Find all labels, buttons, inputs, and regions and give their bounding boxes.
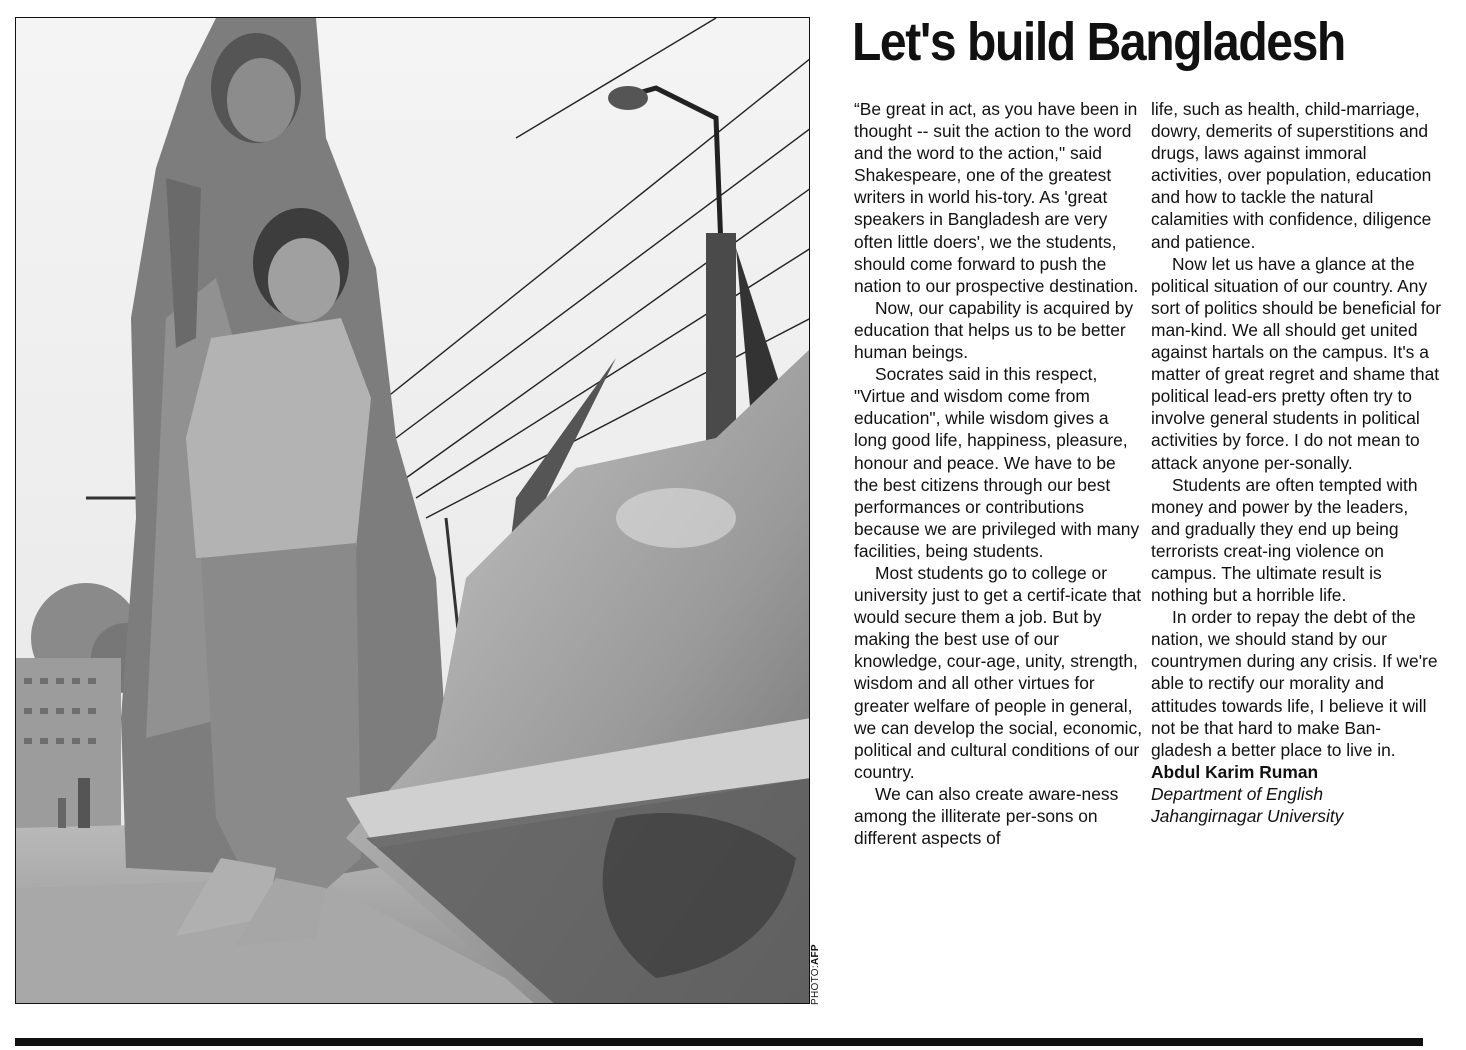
paragraph: Most students go to college or university just to get a certif-icate that would secure them a job. But by making the best use of our knowledge, cour-age, unity, strength, wisdom and all other virtues for greater welfare of people in general, we can develop the social, economic, political and cultural conditions of our country.: [854, 562, 1143, 782]
paragraph: Now let us have a glance at the political situation of our country. Any sort of politics should be beneficial for man-kind. We all should get united against hartals on the campus. It's a matter of great regret and shame that political lead-ers pretty often try to involve general students in political activities by force. I do not mean to attack anyone per-sonally.: [1151, 253, 1442, 473]
paragraph: Now, our capability is acquired by education that helps us to be better human beings.: [854, 297, 1134, 363]
author-department: Department of English: [1151, 783, 1324, 804]
headline: Let's build Bangladesh: [852, 12, 1345, 72]
article-photo: [15, 17, 810, 1004]
article-column-2: [1151, 98, 1441, 827]
author-name: Abdul Karim Ruman: [1151, 761, 1319, 782]
photo-mother-child-icon: [16, 18, 810, 1004]
author-university: Jahangirnagar University: [1151, 806, 1344, 826]
paragraph: Students are often tempted with money and power by the leaders, and gradually they end up being terrorists creat-ing violence on campus. The ultimate result is nothing but a horrible life.: [1151, 474, 1418, 606]
paragraph: “Be great in act, as you have been in thought -- suit the action to the word and the word to the action," said Shakespeare, one of the greatest writers in world his-tory. As 'great speakers in Bangladesh are very often little doers', we the students, should come forward to push the nation to our prospective destination.: [854, 99, 1139, 296]
bottom-rule: [15, 1038, 1423, 1046]
paragraph: We can also create aware-ness among the illiterate per-sons on different aspects of: [854, 783, 1119, 849]
photo-credit: PHOTO:AFP: [810, 944, 821, 1005]
paragraph: Socrates said in this respect, "Virtue and wisdom come from education", while wisdom gives a long good life, happiness, pleasure, honour and peace. We have to be the best citizens through our best performances or contributions because we are privileged with many facilities, being students.: [854, 364, 1140, 561]
article-column-1: [854, 98, 1144, 849]
paragraph: life, such as health, child-marriage, dowry, demerits of superstitions and drugs, laws against immoral activities, over population, education and how to tackle the natural calamities with confidence, diligence and patience.: [1151, 99, 1432, 252]
paragraph: In order to repay the debt of the nation, we should stand by our countrymen during any crisis. If we're able to rectify our morality and attitudes towards life, I believe it will not be that hard to make Ban-gladesh a better place to live in.: [1151, 607, 1438, 760]
